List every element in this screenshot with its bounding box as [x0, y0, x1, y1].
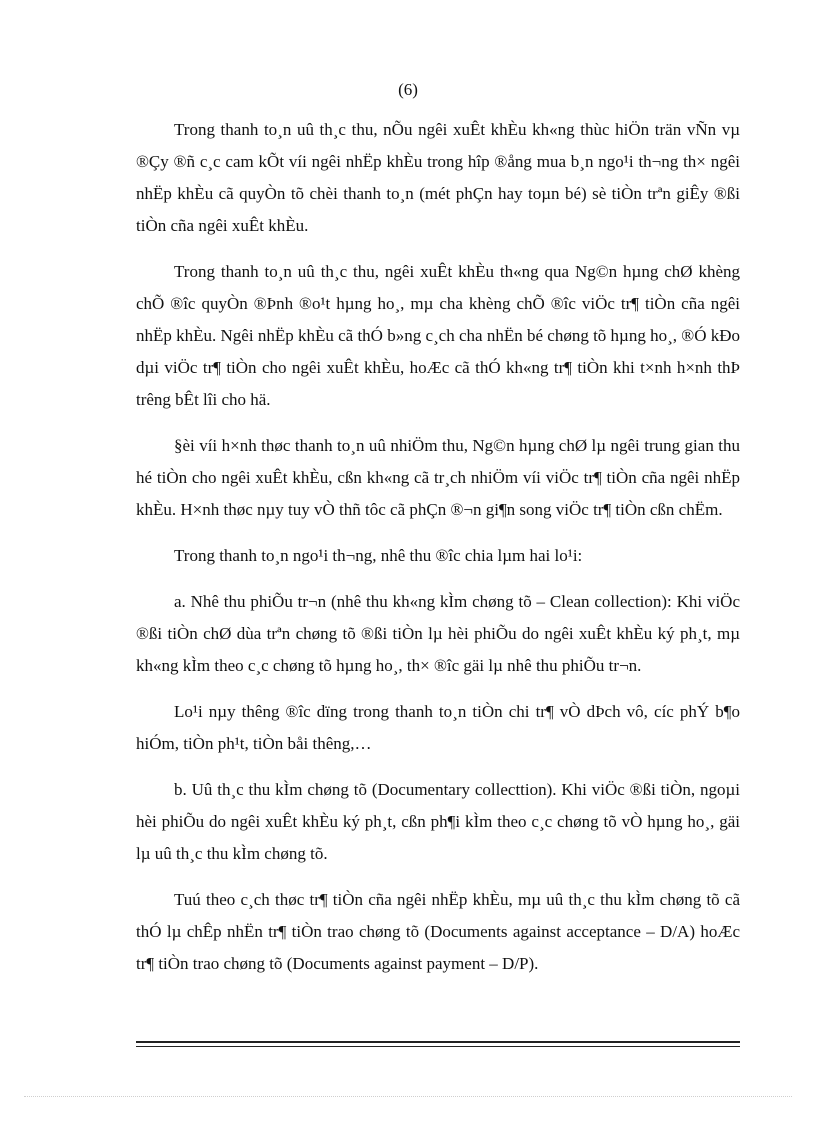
page-number: (6) [398, 80, 418, 99]
paragraph: b. Uû th¸c thu kÌm chøng tõ (Documentary collecttion). Khi viÖc ®ßi tiÒn, ngoµi hèi phiÕu do ngêi xuÊt khÈu ký ph¸t, cßn ph¶i kÌm theo c¸c chøng tõ vÒ hµng ho¸, gäi lµ uû th¸c thu kÌm chøng tõ. [136, 780, 740, 863]
paragraph: Trong thanh to¸n uû th¸c thu, ngêi xuÊt khÈu th«ng qua Ng©n hµng chØ khèng chÕ ®îc quyÒn ®Þnh ®o¹t hµng ho¸, mµ cha khèng chÕ ®îc viÖc tr¶ tiÒn cña ngêi nhËp khÈu. Ngêi nhËp khÈu cã thÓ b»ng c¸ch cha nhËn bé chøng tõ hµng ho¸, ®Ó kÐo dµi viÖc tr¶ tiÒn cho ngêi xuÊt khÈu, hoÆc cã thÓ kh«ng tr¶ tiÒn khi t×nh h×nh thÞ trêng bÊt lîi cho hä. [136, 262, 740, 409]
paragraph: Tuú theo c¸ch thøc tr¶ tiÒn cña ngêi nhËp khÈu, mµ uû th¸c thu kÌm chøng tõ cã thÓ lµ chÊp nhËn tr¶ tiÒn trao chøng tõ (Documents against acceptance – D/A) hoÆc tr¶ tiÒn trao chøng tõ (Documents against payment – D/P). [136, 890, 740, 973]
paragraph: §èi víi h×nh thøc thanh to¸n uû nhiÖm thu, Ng©n hµng chØ lµ ngêi trung gian thu hé tiÒn cho ngêi xuÊt khÈu, cßn kh«ng cã tr¸ch nhiÖm víi viÖc tr¶ tiÒn cña ngêi nhËp khÈu. H×nh thøc nµy tuy vÒ thñ tôc cã phÇn ®¬n gi¶n song viÖc tr¶ tiÒn cßn chËm. [136, 436, 740, 519]
footer-double-rule [136, 1041, 740, 1047]
paragraph: Lo¹i nµy thêng ®îc dïng trong thanh to¸n tiÒn chi tr¶ vÒ dÞch vô, cíc phÝ b¶o hiÓm, tiÒn ph¹t, tiÒn båi thêng,… [136, 702, 740, 753]
document-body [136, 114, 740, 994]
paragraph: a. Nhê thu phiÕu tr¬n (nhê thu kh«ng kÌm chøng tõ – Clean collection): Khi viÖc ®ßi tiÒn chØ dùa trªn chøng tõ ®ßi tiÒn lµ hèi phiÕu do ngêi xuÊt khÈu ký ph¸t, mµ kh«ng kÌm theo c¸c chøng tõ hµng ho¸, th× ®îc gäi lµ nhê thu phiÕu tr¬n. [136, 592, 740, 675]
page-bottom-dotted-line [24, 1096, 792, 1097]
paragraph: Trong thanh to¸n ngo¹i th¬ng, nhê thu ®îc chia lµm hai lo¹i: [174, 546, 583, 565]
paragraph: Trong thanh to¸n uû th¸c thu, nÕu ngêi xuÊt khÈu kh«ng thùc hiÖn trän vÑn vµ ®Çy ®ñ c¸c cam kÕt víi ngêi nhËp khÈu trong hîp ®ång mua b¸n ngo¹i th¬ng th× ngêi nhËp khÈu cã quyÒn tõ chèi thanh to¸n (mét phÇn hay toµn bé) sè tiÒn trªn giÊy ®ßi tiÒn cña ngêi xuÊt khÈu. [136, 120, 740, 235]
